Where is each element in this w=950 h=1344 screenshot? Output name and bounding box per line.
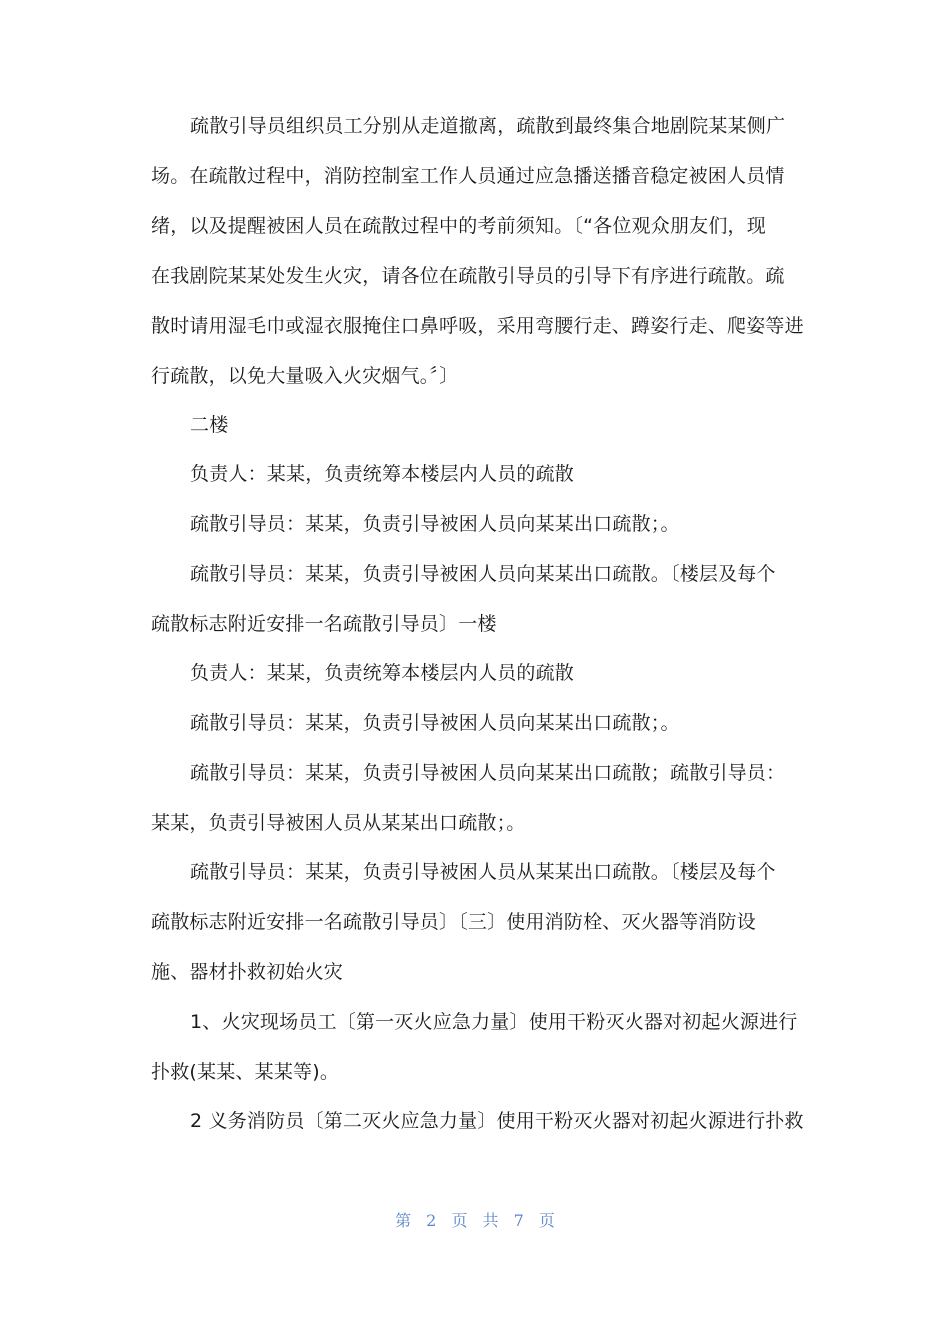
text-line: 疏散引导员：某某，负责引导被困人员从某某出口疏散。〔楼层及每个 <box>190 861 776 883</box>
text-line: 绪，以及提醒被困人员在疏散过程中的考前须知。〔“各位观众朋友们，现 <box>151 215 766 237</box>
text-line: 疏散标志附近安排一名疏散引导员〕一楼 <box>151 613 497 635</box>
text-line: 2 义务消防员〔第二灭火应急力量〕使用干粉灭火器对初起火源进行扑救 <box>190 1110 804 1132</box>
text-line: 疏散引导员组织员工分别从走道撤离，疏散到最终集合地剧院某某侧广 <box>190 115 786 137</box>
text-line: 疏散引导员：某某，负责引导被困人员向某某出口疏散；疏散引导员： <box>190 762 786 784</box>
text-line: 1、火灾现场员工〔第一灭火应急力量〕使用干粉灭火器对初起火源进行 <box>190 1011 798 1033</box>
text-line: 在我剧院某某处发生火灾，请各位在疏散引导员的引导下有序进行疏散。疏 <box>151 265 785 287</box>
text-line: 某某，负责引导被困人员从某某出口疏散；。 <box>151 812 526 834</box>
page-number-footer: 第 2 页 共 7 页 <box>395 1211 555 1230</box>
text-line: 疏散标志附近安排一名疏散引导员〕〔三〕使用消防栓、灭火器等消防设 <box>151 911 756 933</box>
text-line: 散时请用湿毛巾或湿衣服掩住口鼻呼吸，采用弯腰行走、蹲姿行走、爬姿等进 <box>151 315 804 337</box>
text-line: 疏散引导员：某某，负责引导被困人员向某某出口疏散；。 <box>190 712 680 734</box>
text-line: 行疏散，以免大量吸入火灾烟气。〞〕 <box>151 365 459 387</box>
text-line: 负责人：某某，负责统筹本楼层内人员的疏散 <box>190 662 575 684</box>
section-heading: 二楼 <box>190 414 229 436</box>
text-line: 疏散引导员：某某，负责引导被困人员向某某出口疏散；。 <box>190 513 680 535</box>
text-line: 负责人：某某，负责统筹本楼层内人员的疏散 <box>190 463 575 485</box>
text-line: 疏散引导员：某某，负责引导被困人员向某某出口疏散。〔楼层及每个 <box>190 563 776 585</box>
text-line: 扑救(某某、某某等)。 <box>151 1061 340 1083</box>
text-line: 施、器材扑救初始火灾 <box>151 961 344 983</box>
text-line: 场。在疏散过程中，消防控制室工作人员通过应急播送播音稳定被困人员情 <box>151 165 785 187</box>
